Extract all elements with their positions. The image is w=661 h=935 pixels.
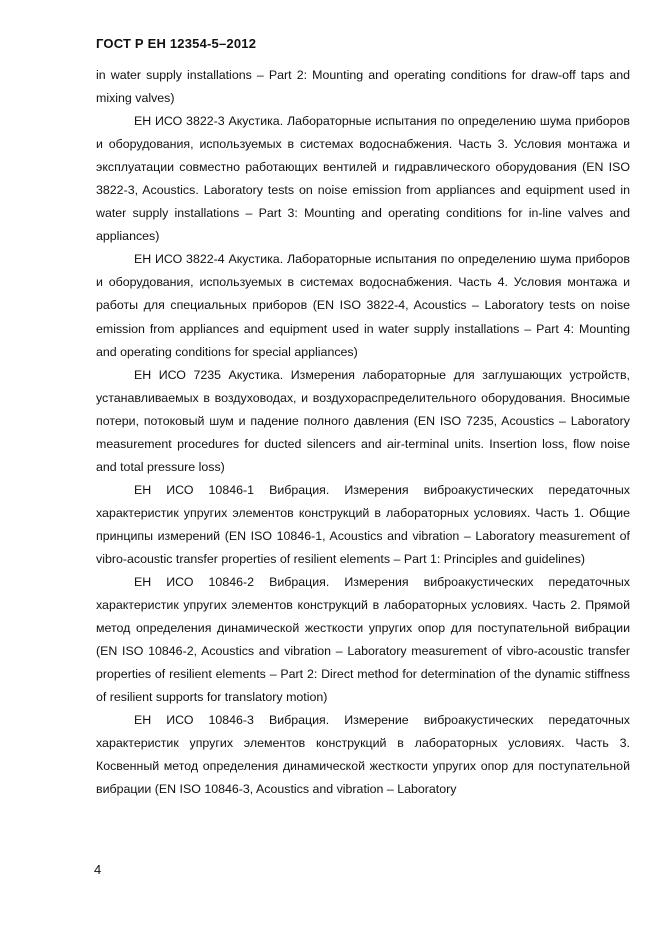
reference-paragraph: ЕН ИСО 3822-4 Акустика. Лабораторные испытания по определению шума приборов и оборудования, используемых в системах водоснабжения. Часть 4. Условия монтажа и работы для специальных приборов (EN ISO 3822-4, Acoustics – Laboratory tests on noise emission from appliances and equipment used in water supply installations – Part 4: Mounting and operating conditions for special appliances) [96,252,630,359]
reference-paragraph: ЕН ИСО 10846-3 Вибрация. Измерение виброакустических передаточных характеристик упругих элементов конструкций в лабораторных условиях. Часть 3. Косвенный метод определения динамической жесткости упругих опор для поступательной вибрации (EN ISO 10846-3, Acoustics and vibration – Laboratory [96,713,630,797]
continued-paragraph: in water supply installations – Part 2: Mounting and operating conditions for draw-off taps and mixing valves) [96,68,630,106]
document-header: ГОСТ Р ЕН 12354-5–2012 [96,36,257,51]
page-number: 4 [94,862,102,877]
reference-paragraph: ЕН ИСО 7235 Акустика. Измерения лабораторные для заглушающих устройств, устанавливаемых в воздуховодах, и воздухораспределительного оборудования. Вносимые потери, потоковый шум и падение полного давления (EN ISO 7235, Acoustics – Laboratory measurement procedures for ducted silencers and air-terminal units. Insertion loss, flow noise and total pressure loss) [96,367,630,474]
reference-paragraph: ЕН ИСО 10846-1 Вибрация. Измерения виброакустических передаточных характеристик упругих элементов конструкций в лабораторных условиях. Часть 1. Общие принципы измерений (EN ISO 10846-1, Acoustics and vibration – Laboratory measurement of vibro-acoustic transfer properties of resilient elements – Part 1: Principles and guidelines) [96,482,630,566]
reference-paragraph: ЕН ИСО 3822-3 Акустика. Лабораторные испытания по определению шума приборов и оборудования, используемых в системах водоснабжения. Часть 3. Условия монтажа и эксплуатации совместно работающих вентилей и гидравлического оборудования (EN ISO 3822-3, Acoustics. Laboratory tests on noise emission from appliances and equipment used in water supply installations – Part 3: Mounting and operating conditions for in-line valves and appliances) [96,114,630,244]
document-body [96,64,630,802]
reference-paragraph: ЕН ИСО 10846-2 Вибрация. Измерения виброакустических передаточных характеристик упругих элементов конструкций в лабораторных условиях. Часть 2. Прямой метод определения динамической жесткости упругих опор для поступательной вибрации (EN ISO 10846-2, Acoustics and vibration – Laboratory measurement of vibro-acoustic transfer properties of resilient elements – Part 2: Direct method for determination of the dynamic stiffness of resilient supports for translatory motion) [96,575,630,705]
